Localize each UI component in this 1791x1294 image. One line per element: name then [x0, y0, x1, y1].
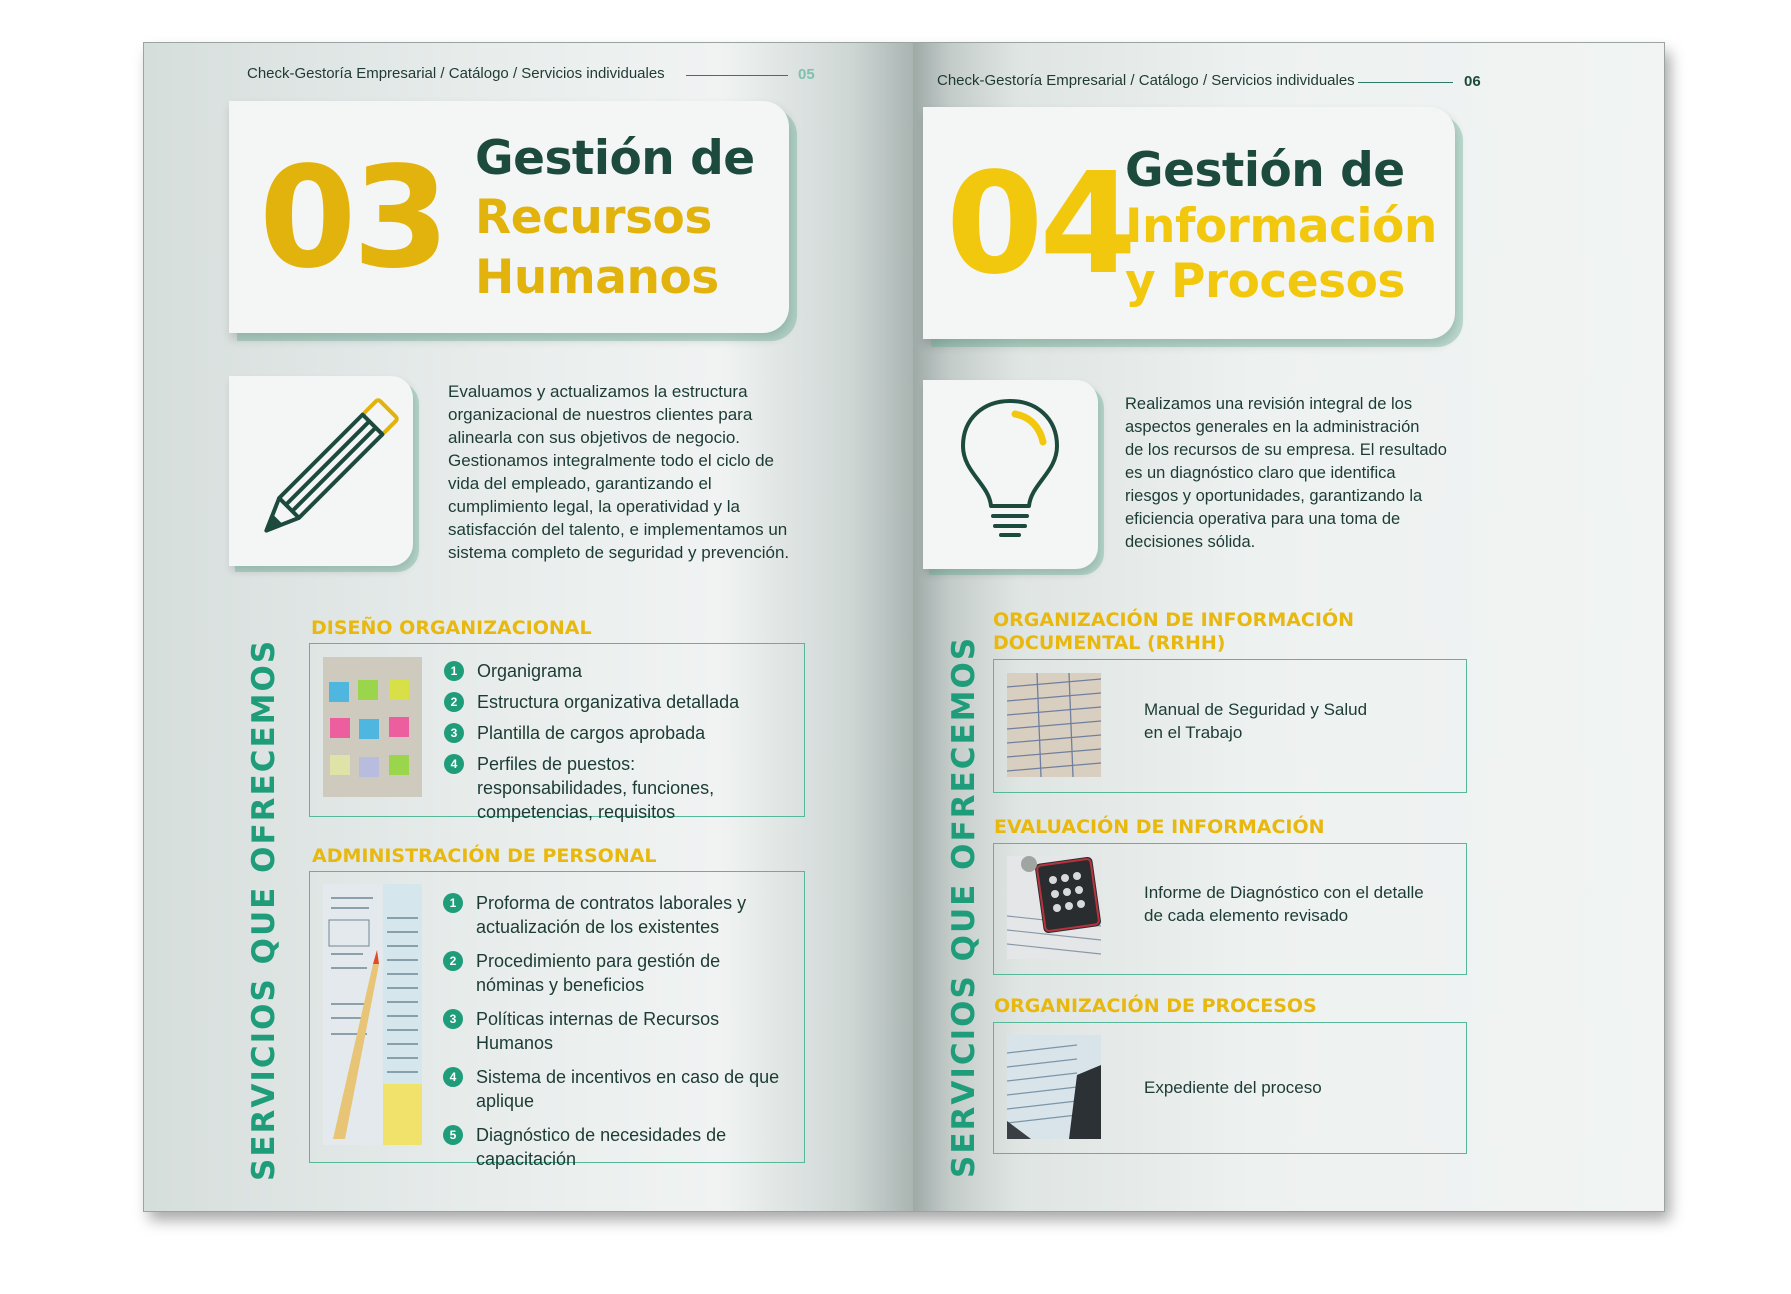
- intro-line: Evaluamos y actualizamos la estructura: [448, 382, 748, 401]
- number-badge: 4: [443, 1067, 463, 1087]
- title-line-2: Recursos: [475, 190, 712, 245]
- number-badge: 1: [443, 893, 463, 913]
- title-line-3: Humanos: [475, 250, 719, 305]
- breadcrumb-header: Check-Gestoría Empresarial / Catálogo / Servicios individuales: [937, 72, 1355, 89]
- list-item: 5 Diagnóstico de necesidades de capacitación: [443, 1123, 788, 1171]
- page-06: [913, 42, 1665, 1212]
- number-badge: 4: [444, 754, 464, 774]
- intro-line: riesgos y oportunidades, garantizando la: [1125, 487, 1423, 505]
- page-number: 06: [1464, 73, 1481, 90]
- section-title-diseno: DISEÑO ORGANIZACIONAL: [311, 617, 592, 639]
- intro-line: eficiencia operativa para una toma de: [1125, 510, 1401, 528]
- intro-line: organizacional de nuestros clientes para: [448, 405, 753, 424]
- list-item: 4 Perfiles de puestos: responsabilidades, funciones, competencias, requisitos: [444, 752, 789, 824]
- intro-line: alinearla con sus objetivos de negocio.: [448, 428, 741, 447]
- services-vertical-label: SERVICIOS QUE OFRECEMOS: [946, 635, 982, 1178]
- section-title-card: [229, 101, 789, 333]
- intro-line: Gestionamos integralmente todo el ciclo de: [448, 451, 775, 470]
- tax-form-photo: [323, 884, 422, 1145]
- services-vertical-label: SERVICIOS QUE OFRECEMOS: [246, 638, 282, 1181]
- list-item: 4 Sistema de incentivos en caso de que aplique: [443, 1065, 788, 1113]
- section-title-organizacion-info-line2: DOCUMENTAL (RRHH): [993, 632, 1226, 654]
- documents-photo: [1007, 673, 1101, 777]
- section-title-organizacion-info: ORGANIZACIÓN DE INFORMACIÓN: [993, 609, 1354, 631]
- service-description: Expediente del proceso: [1144, 1078, 1322, 1097]
- number-badge: 3: [444, 723, 464, 743]
- services-box-diseno: [309, 643, 805, 822]
- intro-line: decisiones sólida.: [1125, 533, 1256, 551]
- intro-line: de los recursos de su empresa. El resultado: [1125, 441, 1447, 459]
- lightbulb-icon: [923, 380, 1098, 569]
- intro-line: satisfacción del talento, e implementamos un: [448, 520, 788, 539]
- list-item: 1 Organigrama: [444, 659, 789, 683]
- title-line-1: Gestión de: [475, 131, 755, 186]
- intro-line: aspectos generales en la administración: [1125, 418, 1420, 436]
- number-badge: 2: [443, 951, 463, 971]
- section-title-administracion: ADMINISTRACIÓN DE PERSONAL: [312, 845, 657, 867]
- number-badge: 3: [443, 1009, 463, 1029]
- section-number: 03: [259, 137, 446, 300]
- services-box-evaluacion: [993, 843, 1467, 975]
- breadcrumb-header: Check-Gestoría Empresarial / Catálogo / Servicios individuales: [247, 65, 665, 82]
- page-number: 05: [798, 66, 815, 83]
- intro-paragraph: [1125, 393, 1465, 554]
- list-item: 3 Políticas internas de Recursos Humanos: [443, 1007, 788, 1055]
- sticky-notes-photo: [323, 657, 422, 797]
- service-description: Manual de Seguridad y Salud en el Trabajo: [1144, 700, 1368, 742]
- title-line-1: Gestión de: [1125, 143, 1405, 198]
- calculator-photo: [1007, 856, 1101, 959]
- intro-line: Realizamos una revisión integral de los: [1125, 395, 1413, 413]
- list-item: 1 Proforma de contratos laborales y actualización de los existentes: [443, 891, 788, 939]
- header-rule: [1358, 82, 1453, 83]
- spreadsheet-photo: [1007, 1035, 1101, 1139]
- intro-line: vida del empleado, garantizando el: [448, 474, 712, 493]
- intro-paragraph: [448, 380, 828, 564]
- services-list-administracion: [443, 891, 788, 1171]
- icon-card: [229, 376, 413, 566]
- list-item: 2 Estructura organizativa detallada: [444, 690, 789, 714]
- number-badge: 5: [443, 1125, 463, 1145]
- services-list-diseno: [444, 659, 789, 824]
- list-item: 2 Procedimiento para gestión de nóminas y beneficios: [443, 949, 788, 997]
- service-description: Informe de Diagnóstico con el detalle de cada elemento revisado: [1144, 883, 1424, 925]
- title-line-2: Información: [1125, 199, 1437, 254]
- section-title-procesos: ORGANIZACIÓN DE PROCESOS: [994, 995, 1317, 1017]
- section-number: 04: [946, 143, 1133, 306]
- header-rule: [686, 75, 788, 76]
- pencil-icon: [229, 376, 413, 566]
- services-box-organizacion-info: [993, 659, 1467, 793]
- page-05: [143, 42, 915, 1212]
- title-line-3: y Procesos: [1125, 254, 1405, 309]
- number-badge: 2: [444, 692, 464, 712]
- section-title-evaluacion: EVALUACIÓN DE INFORMACIÓN: [994, 816, 1325, 838]
- services-box-procesos: [993, 1022, 1467, 1154]
- icon-card: [923, 380, 1098, 569]
- intro-line: sistema completo de seguridad y prevención.: [448, 543, 790, 562]
- intro-line: es un diagnóstico claro que identifica: [1125, 464, 1396, 482]
- number-badge: 1: [444, 661, 464, 681]
- list-item: 3 Plantilla de cargos aprobada: [444, 721, 789, 745]
- open-catalog-book: [143, 42, 1664, 1210]
- section-title-card: [923, 107, 1455, 339]
- services-box-administracion: [309, 871, 805, 1169]
- intro-line: cumplimiento legal, la operatividad y la: [448, 497, 740, 516]
